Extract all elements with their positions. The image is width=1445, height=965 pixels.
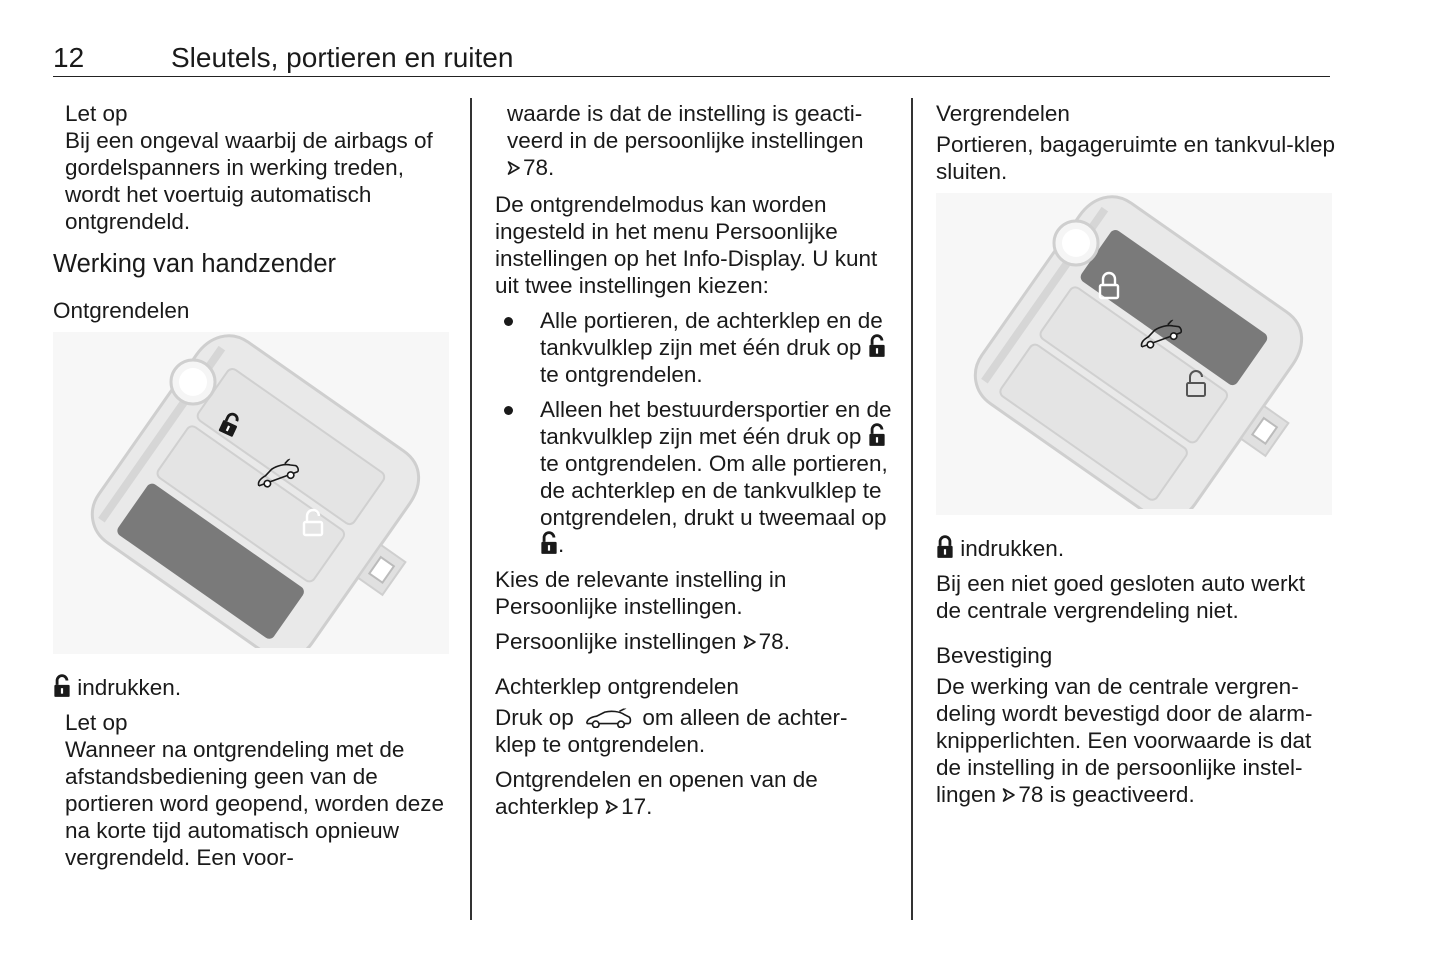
column-3 bbox=[936, 100, 1336, 816]
key-fob-lock-figure bbox=[936, 193, 1332, 515]
text: is geactiveerd. bbox=[1049, 782, 1195, 807]
column-2 bbox=[495, 100, 895, 828]
list-text: Alleen het bestuurdersportier en de tankvulklep zijn met één druk op bbox=[540, 397, 892, 449]
paragraph-niet-gesloten: Bij een niet goed gesloten auto werkt de centrale vergrendeling niet. bbox=[936, 571, 1305, 623]
ref-text: Persoonlijke instellingen bbox=[495, 629, 737, 654]
press-text: indrukken. bbox=[77, 675, 182, 700]
ref-number: 78. bbox=[758, 629, 790, 654]
list-text: Alle portieren, de achterklep en de tankvulklep zijn met één druk op bbox=[540, 308, 883, 360]
press-unlock-line bbox=[53, 674, 453, 701]
unlock-icon bbox=[868, 334, 886, 358]
subheading-achterklep: Achterklep ontgrendelen bbox=[495, 674, 739, 699]
paragraph-vergrendelen: Portieren, bagageruimte en tankvul-klep sluiten. bbox=[936, 132, 1335, 184]
settings-list bbox=[495, 307, 895, 558]
paragraph-persoonlijke bbox=[495, 628, 895, 655]
paragraph-kies: Kies de relevante instelling in Persoonlijke instellingen. bbox=[495, 567, 787, 619]
ref-text: Ontgrendelen en openen van de achterklep bbox=[495, 767, 818, 819]
section-heading-handzender: Werking van handzender bbox=[53, 250, 337, 278]
note-heading: Let op bbox=[65, 710, 128, 735]
key-fob-unlock-figure bbox=[53, 332, 449, 654]
page-ref bbox=[507, 155, 554, 180]
ref-number: 78. bbox=[523, 155, 555, 180]
note-cont-line: veerd in de persoonlijke instellingen bbox=[507, 128, 864, 153]
unlock-icon bbox=[53, 674, 71, 698]
list-item bbox=[495, 396, 895, 558]
page-header bbox=[53, 40, 1330, 77]
note-text: Bij een ongeval waarbij de airbags of gordelspanners in werking treden, wordt het voertuig automatisch ontgrendeld. bbox=[65, 128, 433, 234]
column-divider-1 bbox=[470, 98, 472, 920]
paragraph-achterklep bbox=[495, 704, 895, 758]
bullet bbox=[504, 406, 513, 415]
subheading-vergrendelen: Vergrendelen bbox=[936, 101, 1070, 126]
reference-arrow-icon bbox=[1002, 787, 1016, 803]
page-title: Sleutels, portieren en ruiten bbox=[171, 42, 514, 73]
note-airbags bbox=[53, 100, 453, 235]
note-relock bbox=[53, 709, 453, 871]
unlock-icon bbox=[868, 423, 886, 447]
unlock-icon bbox=[540, 531, 558, 555]
subheading-bevestiging: Bevestiging bbox=[936, 643, 1053, 668]
column-divider-2 bbox=[911, 98, 913, 920]
paragraph-bevestiging bbox=[936, 673, 1336, 808]
press-lock-line bbox=[936, 535, 1336, 562]
page-number: 12 bbox=[53, 42, 85, 73]
reference-arrow-icon bbox=[605, 799, 619, 815]
note-relock-continued bbox=[495, 100, 895, 181]
list-text: . bbox=[558, 532, 565, 557]
reference-arrow-icon bbox=[743, 634, 757, 650]
note-heading: Let op bbox=[65, 101, 128, 126]
text: klep te ontgrendelen. bbox=[495, 732, 706, 757]
note-cont-line: waarde is dat de instelling is geacti- bbox=[507, 101, 863, 126]
paragraph-openen bbox=[495, 766, 895, 820]
ref-number: 17. bbox=[621, 794, 653, 819]
paragraph-modus: De ontgrendelmodus kan worden ingesteld in het menu Persoonlijke instellingen op het Info-Display. U kunt uit twee instellingen kiezen: bbox=[495, 192, 878, 298]
press-text: indrukken. bbox=[960, 536, 1065, 561]
column-1 bbox=[53, 100, 453, 881]
lock-icon bbox=[936, 535, 954, 559]
text: De werking van de centrale vergren-deling wordt bevestigd door de alarm-knipperlichten. Een voorwaarde is dat de instelling in de persoonlijke instel-lingen bbox=[936, 674, 1313, 807]
list-text: te ontgrendelen. bbox=[540, 362, 703, 387]
list-text: te ontgrendelen. Om alle portieren, de achterklep en de tankvulklep te ontgrendelen, drukt u tweemaal op bbox=[540, 451, 888, 530]
note-text: Wanneer na ontgrendeling met de afstandsbediening geen van de portieren word geopend, worden deze na korte tijd automatisch opnieuw vergrendeld. Een voor- bbox=[65, 737, 445, 870]
reference-arrow-icon bbox=[507, 160, 521, 176]
text: om alleen de achter- bbox=[642, 705, 848, 730]
text: Druk op bbox=[495, 705, 574, 730]
list-item bbox=[495, 307, 895, 388]
car-tailgate-icon bbox=[580, 706, 636, 728]
ref-number: 78 bbox=[1018, 782, 1044, 807]
bullet bbox=[504, 317, 513, 326]
subheading-ontgrendelen: Ontgrendelen bbox=[53, 298, 190, 323]
